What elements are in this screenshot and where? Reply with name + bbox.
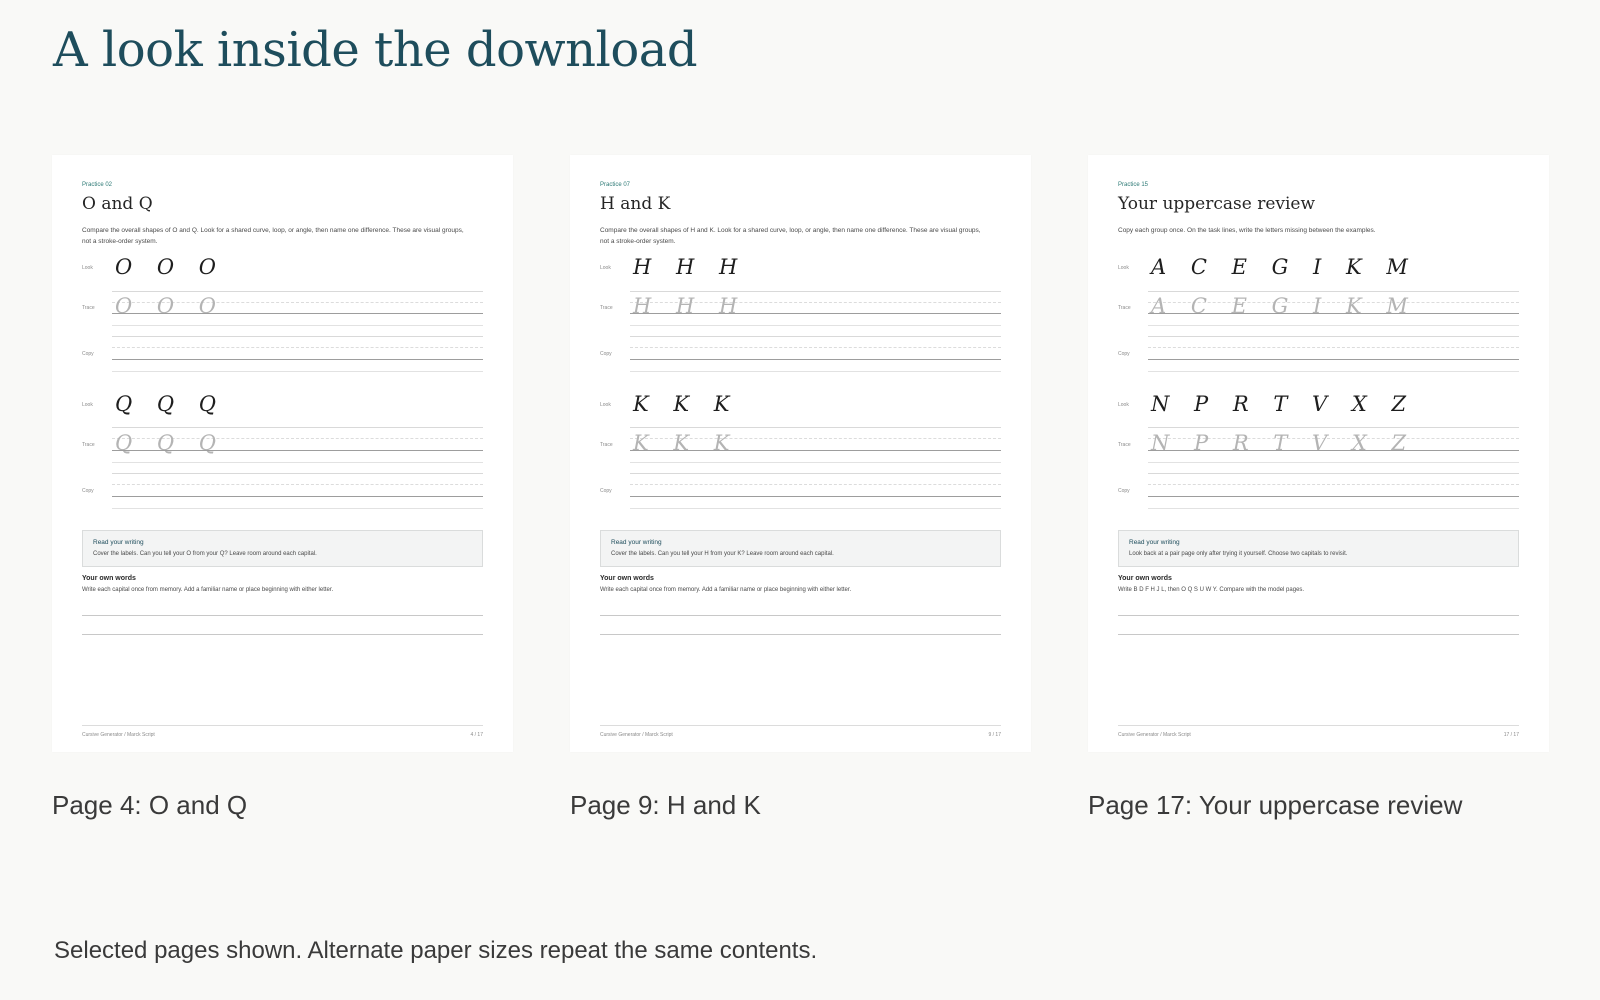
guide-line-descender [1148, 325, 1519, 326]
look-letters: N P R T V X Z [1151, 392, 1416, 416]
guide-line-descender [630, 508, 1001, 509]
own-words-instructions: Write each capital once from memory. Add a familiar name or place beginning with either letter. [82, 587, 334, 593]
worksheet-preview-2 [570, 155, 1031, 752]
page-number: 4 / 17 [470, 732, 483, 738]
trace-label: Trace [600, 305, 613, 311]
trace-label: Trace [600, 442, 613, 448]
guide-line-midline [112, 484, 483, 485]
look-label: Look [1118, 265, 1129, 271]
guide-line-midline [630, 347, 1001, 348]
trace-letters: N P R T V X Z [1151, 431, 1416, 455]
guide-line-top [630, 336, 1001, 337]
practice-number: Practice 07 [600, 182, 631, 188]
page-caption-2: Page 9: H and K [570, 790, 761, 820]
guide-line-baseline [1148, 313, 1519, 314]
guide-line-descender [112, 371, 483, 372]
practice-number: Practice 02 [82, 182, 113, 188]
guide-line-baseline [630, 313, 1001, 314]
look-letters: O O O [115, 255, 225, 279]
read-your-writing-box [600, 530, 1001, 567]
worksheet-page [1118, 155, 1519, 752]
guide-line-midline [630, 484, 1001, 485]
guide-line-midline [1148, 484, 1519, 485]
guide-line-top [112, 473, 483, 474]
writing-line [600, 634, 1001, 635]
guide-line-baseline [1148, 359, 1519, 360]
look-letters: H H H [633, 255, 747, 279]
own-words-title: Your own words [82, 575, 136, 582]
note-text: Look back at a pair page only after trying it yourself. Choose two capitals to revisit. [1129, 551, 1348, 557]
look-label: Look [600, 402, 611, 408]
note-text: Cover the labels. Can you tell your O from your Q? Leave room around each capital. [93, 551, 317, 557]
guide-line-top [630, 473, 1001, 474]
guide-line-top [112, 291, 483, 292]
guide-line-baseline [112, 313, 483, 314]
guide-line-baseline [112, 496, 483, 497]
guide-line-top [112, 336, 483, 337]
worksheet-description: Compare the overall shapes of O and Q. Look for a shared curve, loop, or angle, then name one difference. These are visual groups, not a stroke-order system. [82, 227, 464, 245]
trace-letters: K K K [633, 431, 739, 455]
footnote: Selected pages shown. Alternate paper sizes repeat the same contents. [54, 937, 818, 964]
trace-letters: Q Q Q [115, 431, 225, 455]
guide-line-descender [112, 462, 483, 463]
guide-line-baseline [630, 359, 1001, 360]
worksheet-preview-3 [1088, 155, 1549, 752]
guide-line-baseline [1148, 450, 1519, 451]
guide-line-baseline [112, 450, 483, 451]
guide-line-top [1148, 473, 1519, 474]
guide-line-top [1148, 336, 1519, 337]
note-text: Cover the labels. Can you tell your H from your K? Leave room around each capital. [611, 551, 834, 557]
footer-source: Cursive Generator / Marck Script [600, 732, 673, 738]
guide-line-descender [1148, 371, 1519, 372]
writing-line [600, 615, 1001, 616]
guide-line-descender [630, 371, 1001, 372]
writing-line [1118, 634, 1519, 635]
own-words-title: Your own words [600, 575, 654, 582]
trace-letters: O O O [115, 294, 225, 318]
guide-line-midline [1148, 347, 1519, 348]
guide-line-baseline [630, 496, 1001, 497]
footer-rule [600, 725, 1001, 726]
note-title: Read your writing [611, 539, 662, 546]
guide-line-descender [1148, 462, 1519, 463]
worksheet-description: Copy each group once. On the task lines, write the letters missing between the examples. [1118, 227, 1376, 234]
own-words-title: Your own words [1118, 575, 1172, 582]
guide-line-baseline [1148, 496, 1519, 497]
trace-label: Trace [82, 442, 95, 448]
guide-line-top [630, 291, 1001, 292]
look-label: Look [1118, 402, 1129, 408]
worksheet-title: Your uppercase review [1118, 194, 1316, 214]
copy-label: Copy [600, 488, 612, 494]
trace-letters: A C E G I K M [1151, 294, 1417, 318]
guide-line-descender [112, 508, 483, 509]
worksheet-page [82, 155, 483, 752]
section-heading: A look inside the download [53, 22, 698, 78]
footer-rule [82, 725, 483, 726]
writing-line [82, 615, 483, 616]
footer-rule [1118, 725, 1519, 726]
look-label: Look [82, 402, 93, 408]
read-your-writing-box [1118, 530, 1519, 567]
guide-line-top [1148, 427, 1519, 428]
guide-line-midline [112, 347, 483, 348]
writing-line [1118, 615, 1519, 616]
guide-line-top [630, 427, 1001, 428]
guide-line-descender [1148, 508, 1519, 509]
page-number: 17 / 17 [1503, 732, 1519, 738]
guide-line-baseline [630, 450, 1001, 451]
look-label: Look [82, 265, 93, 271]
guide-line-descender [630, 325, 1001, 326]
page-caption-3: Page 17: Your uppercase review [1088, 790, 1463, 820]
page-caption-1: Page 4: O and Q [52, 790, 248, 820]
look-letters: K K K [633, 392, 739, 416]
writing-line [82, 634, 483, 635]
note-title: Read your writing [1129, 539, 1180, 546]
own-words-instructions: Write each capital once from memory. Add a familiar name or place beginning with either letter. [600, 587, 852, 593]
guide-line-baseline [112, 359, 483, 360]
copy-label: Copy [1118, 351, 1130, 357]
read-your-writing-box [82, 530, 483, 567]
worksheet-title: O and Q [82, 194, 153, 214]
page-number: 9 / 17 [988, 732, 1001, 738]
look-letters: Q Q Q [115, 392, 225, 416]
copy-label: Copy [82, 488, 94, 494]
footer-source: Cursive Generator / Marck Script [1118, 732, 1191, 738]
worksheet-page [600, 155, 1001, 752]
trace-label: Trace [1118, 305, 1131, 311]
trace-label: Trace [82, 305, 95, 311]
guide-line-descender [630, 462, 1001, 463]
guide-line-descender [112, 325, 483, 326]
look-label: Look [600, 265, 611, 271]
copy-label: Copy [1118, 488, 1130, 494]
worksheet-description: Compare the overall shapes of H and K. Look for a shared curve, loop, or angle, then name one difference. These are visual groups, not a stroke-order system. [600, 227, 981, 245]
note-title: Read your writing [93, 539, 144, 546]
guide-line-top [1148, 291, 1519, 292]
trace-label: Trace [1118, 442, 1131, 448]
worksheet-preview-1 [52, 155, 513, 752]
copy-label: Copy [82, 351, 94, 357]
footer-source: Cursive Generator / Marck Script [82, 732, 155, 738]
guide-line-top [112, 427, 483, 428]
own-words-instructions: Write B D F H J L, then O Q S U W Y. Compare with the model pages. [1118, 587, 1305, 593]
trace-letters: H H H [633, 294, 747, 318]
copy-label: Copy [600, 351, 612, 357]
practice-number: Practice 15 [1118, 182, 1149, 188]
worksheet-title: H and K [600, 194, 671, 214]
look-letters: A C E G I K M [1151, 255, 1417, 279]
